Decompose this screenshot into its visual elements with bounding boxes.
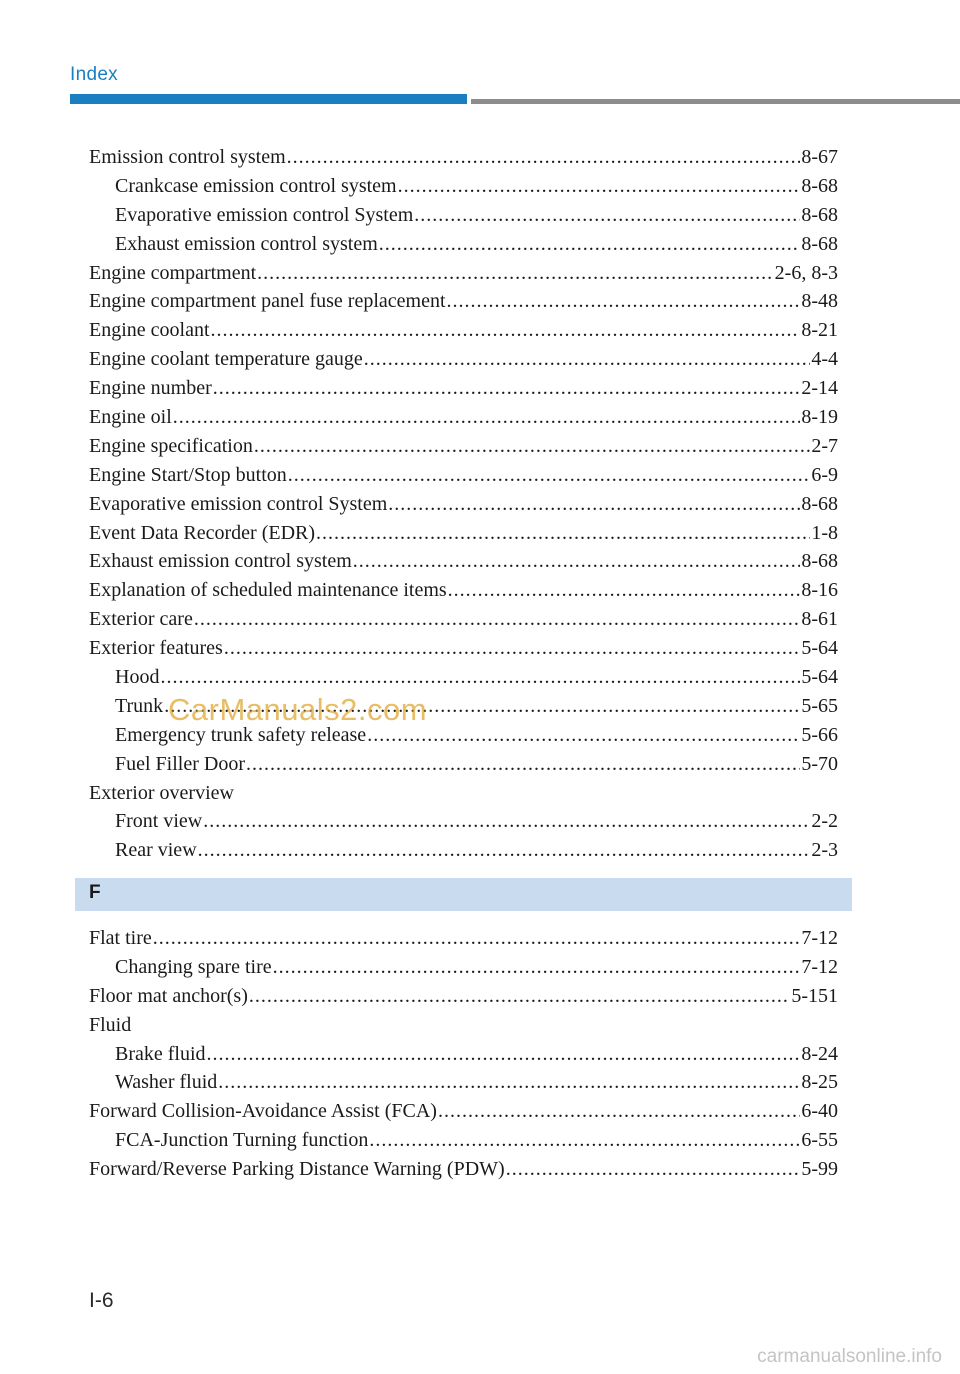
entry-page-ref: 8-61 <box>801 608 838 631</box>
entry-label: Engine specification <box>89 434 253 457</box>
page-header-title: Index <box>70 64 118 85</box>
entry-label: Engine coolant <box>89 319 210 342</box>
entry-label: Exhaust emission control system <box>115 232 378 255</box>
index-entry <box>89 1155 838 1184</box>
entry-page-ref: 8-67 <box>801 146 838 168</box>
entry-label: Changing spare tire <box>115 955 272 978</box>
entry-page-ref: 5-65 <box>801 694 838 717</box>
index-entry <box>89 982 838 1011</box>
entry-page-ref: 8-24 <box>801 1042 838 1065</box>
entry-page-ref: 8-48 <box>801 290 838 313</box>
index-entry <box>89 547 838 576</box>
section-header-band <box>75 878 852 911</box>
entry-label: Hood <box>115 666 160 689</box>
dot-leader <box>198 836 811 865</box>
index-entry <box>89 1097 838 1126</box>
entry-label: Forward Collision-Avoidance Assist (FCA) <box>89 1100 437 1123</box>
dot-leader <box>353 547 801 576</box>
header-rule-blue <box>70 94 467 104</box>
entry-page-ref: 6-9 <box>811 463 838 486</box>
entry-page-ref: 6-55 <box>801 1129 838 1152</box>
dot-leader <box>257 259 774 288</box>
entry-label: Washer fluid <box>115 1071 218 1094</box>
index-entry <box>89 461 838 490</box>
section-letter: F <box>89 882 101 903</box>
index-entry <box>89 316 838 345</box>
index-entry <box>89 663 838 692</box>
dot-leader <box>211 316 801 345</box>
entry-page-ref: 1-8 <box>811 521 838 544</box>
entry-label: Flat tire <box>89 927 152 949</box>
entry-label: Front view <box>115 810 203 833</box>
index-entry <box>89 172 838 201</box>
entry-page-ref: 8-19 <box>801 406 838 429</box>
dot-leader <box>254 432 811 461</box>
index-entry <box>89 374 838 403</box>
entry-page-ref: 8-68 <box>801 174 838 197</box>
entry-page-ref: 5-151 <box>791 984 838 1007</box>
entry-label: Forward/Reverse Parking Distance Warning (PDW) <box>89 1158 505 1181</box>
entry-page-ref: 5-64 <box>801 637 838 660</box>
index-entry <box>89 287 838 316</box>
index-entry <box>89 807 838 836</box>
index-entry <box>89 230 838 259</box>
entry-page-ref: 5-64 <box>801 666 838 689</box>
index-entry <box>89 432 838 461</box>
entry-label: Fuel Filler Door <box>115 752 245 775</box>
index-entry <box>89 345 838 374</box>
page-number: I-6 <box>89 1289 114 1312</box>
entry-page-ref: 2-7 <box>811 434 838 457</box>
entry-label: FCA-Junction Turning function <box>115 1129 369 1152</box>
dot-leader <box>194 605 801 634</box>
index-entries-f <box>89 924 838 1184</box>
entry-label: Exterior overview <box>89 781 234 804</box>
index-entry <box>89 143 838 172</box>
entry-page-ref: 5-99 <box>801 1158 838 1181</box>
footer-site-link[interactable]: carmanualsonline.info <box>757 1346 942 1367</box>
entry-label: Rear view <box>115 839 197 862</box>
index-entry <box>89 259 838 288</box>
dot-leader <box>364 345 811 374</box>
entry-label: Emission control system <box>89 146 286 168</box>
entry-label: Emergency trunk safety release <box>115 723 367 746</box>
dot-leader <box>213 374 801 403</box>
index-entry <box>89 924 838 953</box>
entry-page-ref: 8-21 <box>801 319 838 342</box>
entry-label: Crankcase emission control system <box>115 174 397 197</box>
dot-leader <box>398 172 801 201</box>
entry-label: Exhaust emission control system <box>89 550 352 573</box>
entry-page-ref: 8-68 <box>801 203 838 226</box>
entry-label: Engine compartment <box>89 261 257 284</box>
dot-leader <box>438 1097 800 1126</box>
dot-leader <box>207 1040 801 1069</box>
entry-page-ref: 7-12 <box>801 955 838 978</box>
index-entry <box>89 490 838 519</box>
entry-page-ref: 2-3 <box>811 839 838 862</box>
entry-label: Event Data Recorder (EDR) <box>89 521 316 544</box>
entry-label: Engine compartment panel fuse replacement <box>89 290 446 313</box>
entry-label: Floor mat anchor(s) <box>89 984 248 1007</box>
dot-leader <box>369 1126 800 1155</box>
entry-page-ref: 7-12 <box>801 927 838 949</box>
entry-label: Engine oil <box>89 406 172 429</box>
dot-leader <box>448 576 801 605</box>
index-entry <box>89 605 838 634</box>
dot-leader <box>249 982 790 1011</box>
dot-leader <box>388 490 800 519</box>
dot-leader <box>273 953 801 982</box>
index-entry <box>89 779 838 808</box>
dot-leader <box>203 807 810 836</box>
entry-label: Exterior care <box>89 608 193 631</box>
index-entry <box>89 1068 838 1097</box>
index-entry <box>89 201 838 230</box>
entry-label: Engine Start/Stop button <box>89 463 287 486</box>
dot-leader <box>173 403 801 432</box>
entry-label: Evaporative emission control System <box>115 203 414 226</box>
entry-page-ref: 8-68 <box>801 550 838 573</box>
dot-leader <box>316 519 810 548</box>
entry-page-ref: 5-66 <box>801 723 838 746</box>
dot-leader <box>367 721 800 750</box>
index-entry <box>89 1126 838 1155</box>
entry-label: Brake fluid <box>115 1042 206 1065</box>
dot-leader <box>288 461 811 490</box>
dot-leader <box>224 634 801 663</box>
dot-leader <box>447 287 801 316</box>
dot-leader <box>506 1155 801 1184</box>
entry-page-ref: 8-68 <box>801 232 838 255</box>
index-entry <box>89 576 838 605</box>
index-entry <box>89 403 838 432</box>
entry-page-ref: 2-2 <box>811 810 838 833</box>
entry-page-ref: 2-14 <box>801 377 838 400</box>
index-entry <box>89 1040 838 1069</box>
index-entry <box>89 1011 838 1040</box>
entry-page-ref: 8-68 <box>801 492 838 515</box>
index-entry <box>89 519 838 548</box>
entry-label: Trunk <box>115 694 164 717</box>
entry-page-ref: 8-25 <box>801 1071 838 1094</box>
dot-leader <box>218 1068 800 1097</box>
entry-page-ref: 8-16 <box>801 579 838 602</box>
entry-label: Engine number <box>89 377 212 400</box>
entry-page-ref: 6-40 <box>801 1100 838 1123</box>
dot-leader <box>160 663 800 692</box>
entry-label: Fluid <box>89 1013 132 1036</box>
index-entry <box>89 836 838 865</box>
entry-label: Exterior features <box>89 637 223 660</box>
index-entry <box>89 750 838 779</box>
index-entry <box>89 953 838 982</box>
entry-label: Evaporative emission control System <box>89 492 388 515</box>
entry-label: Engine coolant temperature gauge <box>89 348 363 371</box>
index-entries-e <box>89 143 838 865</box>
entry-page-ref: 5-70 <box>801 752 838 775</box>
dot-leader <box>414 201 800 230</box>
dot-leader <box>379 230 801 259</box>
watermark-text: CarManuals2.com <box>168 692 428 727</box>
dot-leader <box>153 924 801 953</box>
index-entry <box>89 634 838 663</box>
header-rule-gray <box>471 99 960 104</box>
dot-leader <box>287 143 801 172</box>
entry-page-ref: 2-6, 8-3 <box>774 261 838 284</box>
entry-label: Explanation of scheduled maintenance items <box>89 579 447 602</box>
entry-page-ref: 4-4 <box>811 348 838 371</box>
dot-leader <box>246 750 800 779</box>
